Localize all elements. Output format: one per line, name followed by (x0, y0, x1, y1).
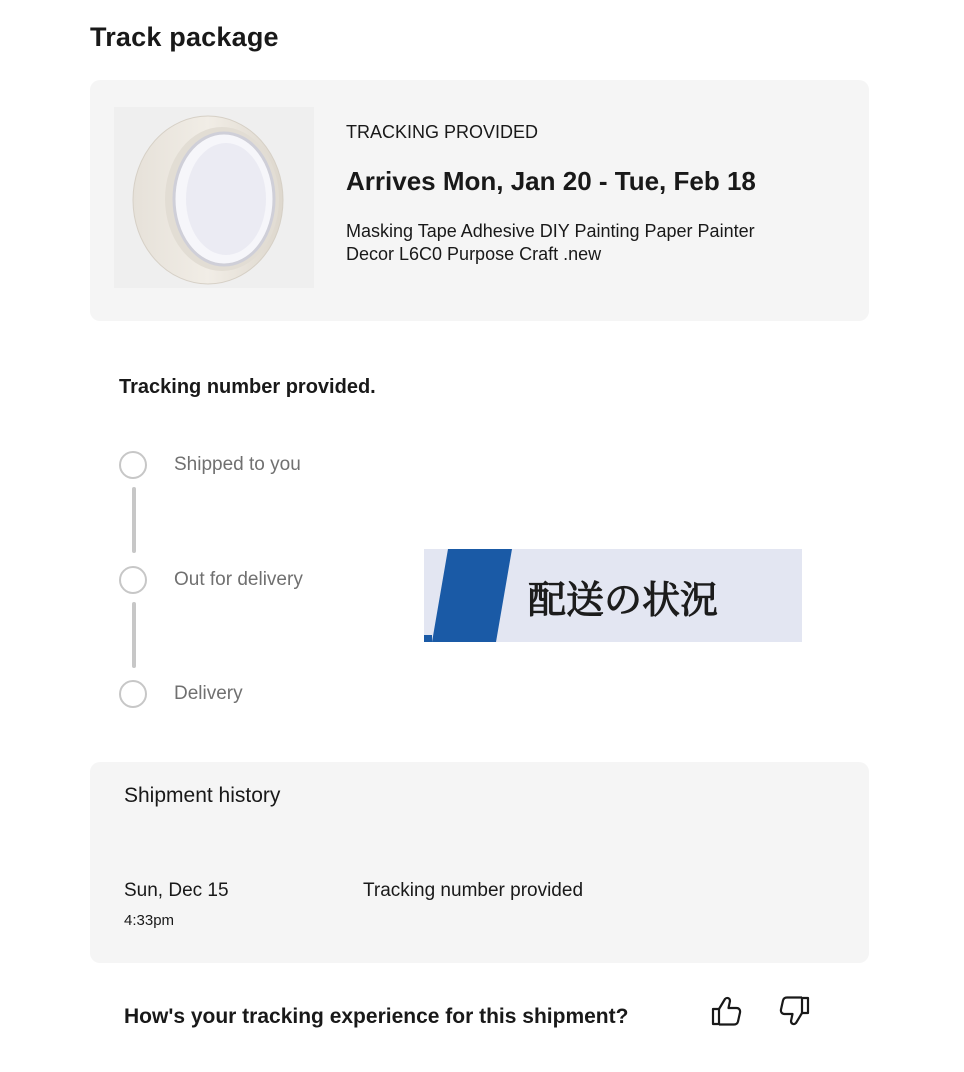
step-connector (132, 487, 136, 553)
shipment-history-title: Shipment history (124, 784, 281, 807)
thumbs-down-icon (773, 992, 813, 1032)
step-label: Shipped to you (174, 454, 301, 475)
step-out-for-delivery (119, 566, 303, 594)
step-label: Out for delivery (174, 569, 303, 590)
tracking-heading: Tracking number provided. (119, 376, 376, 398)
step-circle-icon (119, 451, 147, 479)
overlay-banner (424, 549, 802, 642)
item-image[interactable] (114, 107, 314, 288)
tracking-status-label: TRACKING PROVIDED (346, 122, 539, 142)
feedback-question: How's your tracking experience for this shipment? (124, 1005, 629, 1028)
arrival-estimate: Arrives Mon, Jan 20 - Tue, Feb 18 (346, 166, 756, 196)
thumbs-down-button[interactable] (773, 992, 813, 1032)
step-circle-icon (119, 680, 147, 708)
package-summary-card (90, 80, 869, 321)
step-shipped (119, 451, 301, 479)
history-event-date: Sun, Dec 15 (124, 880, 229, 901)
thumbs-up-button[interactable] (708, 992, 748, 1032)
history-event-description: Tracking number provided (363, 880, 584, 901)
overlay-text: 配送の状況 (528, 578, 719, 622)
thumbs-up-icon (708, 992, 748, 1032)
item-title-link[interactable]: Masking Tape Adhesive DIY Painting Paper Painter Decor L6C0 Purpose Craft .new (346, 221, 755, 264)
step-label: Delivery (174, 683, 243, 704)
history-event-time: 4:33pm (124, 912, 175, 929)
shipment-history-card (90, 762, 869, 963)
step-circle-icon (119, 566, 147, 594)
page-title: Track package (90, 22, 279, 52)
step-connector (132, 602, 136, 668)
step-delivery (119, 680, 243, 708)
